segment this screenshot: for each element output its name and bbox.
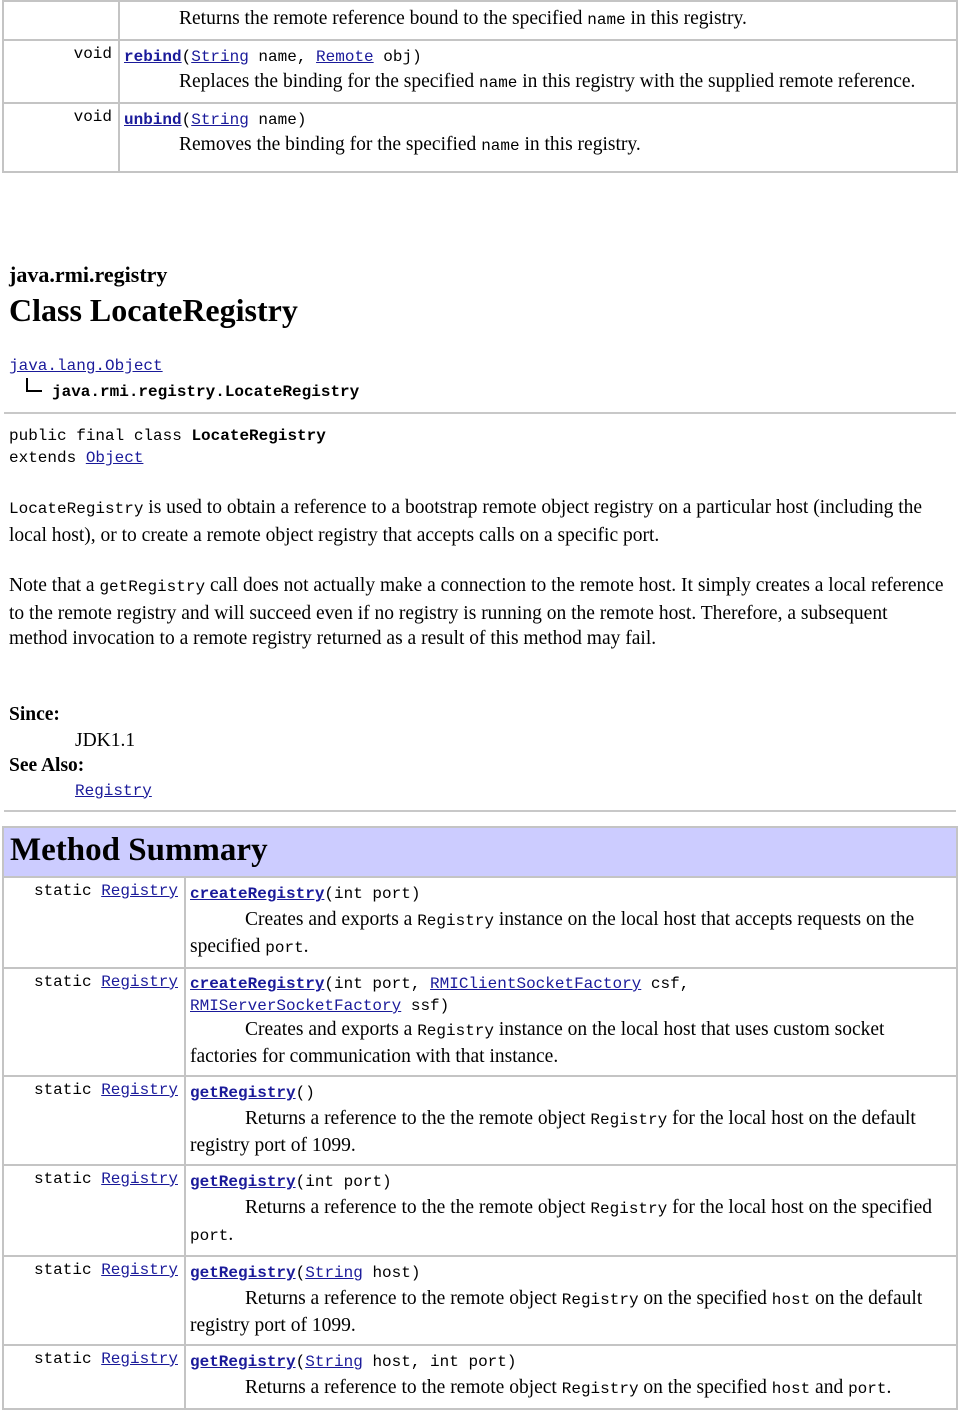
- tree-elbow-icon: [26, 378, 42, 392]
- hierarchy-child-name: LocateRegistry: [224, 383, 360, 401]
- desc-code: Registry: [561, 1291, 639, 1309]
- return-type-link[interactable]: Registry: [101, 1350, 178, 1368]
- return-type-cell: [3, 877, 185, 968]
- desc-text: instance on the local host that accepts requests on the specified: [190, 909, 915, 957]
- decl-text: public final class: [9, 427, 192, 445]
- return-type-cell: [3, 1256, 185, 1345]
- class-hierarchy-child: [26, 378, 359, 401]
- package-name: java.rmi.registry: [9, 262, 168, 287]
- method-cell: [185, 1256, 957, 1345]
- method-link-getregistry[interactable]: getRegistry: [190, 1353, 296, 1371]
- return-type-link[interactable]: Registry: [101, 1261, 178, 1279]
- desc-text: .: [886, 1377, 892, 1398]
- desc-text: Returns the remote reference bound to the specified: [179, 8, 588, 29]
- class-declaration: [9, 425, 326, 469]
- method-description: [190, 1195, 950, 1249]
- static-keyword: static: [33, 882, 102, 900]
- method-cell: [185, 877, 957, 968]
- method-cell: [119, 40, 957, 103]
- method-cell: [119, 1, 957, 40]
- hierarchy-child-package: java.rmi.registry.: [52, 383, 225, 401]
- modifier-text: void: [73, 45, 112, 63]
- see-also-label: See Also:: [9, 755, 85, 776]
- desc-code: port: [265, 939, 304, 957]
- sig-text: ssf): [401, 997, 450, 1015]
- type-link-string[interactable]: String: [191, 111, 249, 129]
- desc-text: Creates and exports a: [245, 909, 418, 930]
- static-keyword: static: [33, 1350, 102, 1368]
- method-link-createregistry[interactable]: createRegistry: [190, 885, 325, 903]
- sig-text: host, int port): [362, 1353, 517, 1371]
- type-link-string[interactable]: String: [305, 1353, 363, 1371]
- modifier-cell: [3, 1, 119, 40]
- method-link-getregistry[interactable]: getRegistry: [190, 1173, 296, 1191]
- desc-code: Registry: [417, 1022, 494, 1040]
- desc-code: Registry: [417, 912, 494, 930]
- return-type-cell: [3, 1345, 185, 1409]
- method-summary-table: [2, 826, 958, 1410]
- desc-text: and: [810, 1377, 849, 1398]
- desc-code: host: [771, 1380, 811, 1398]
- desc-text: Returns a reference to the remote object: [245, 1288, 562, 1309]
- method-description: [124, 69, 950, 96]
- method-link-rebind[interactable]: rebind: [124, 48, 182, 66]
- desc-text: Returns a reference to the the remote object: [245, 1197, 591, 1218]
- sig-text: (: [295, 1353, 306, 1371]
- sig-text: (int port): [295, 1173, 392, 1191]
- type-link-string[interactable]: String: [191, 48, 249, 66]
- return-type-cell: [3, 1165, 185, 1256]
- sig-text: (: [181, 48, 192, 66]
- desc-text: .: [228, 1224, 234, 1245]
- return-type-link[interactable]: Registry: [101, 973, 178, 991]
- static-keyword: static: [33, 1081, 102, 1099]
- desc-text: .: [303, 936, 309, 957]
- sig-text: (): [295, 1084, 315, 1102]
- sig-text: (int port,: [324, 975, 431, 993]
- method-cell: [185, 968, 957, 1076]
- method-cell: [185, 1076, 957, 1165]
- desc-code: port: [190, 1227, 229, 1245]
- method-signature: [124, 108, 950, 132]
- desc-code: LocateRegistry: [9, 500, 144, 518]
- method-description: [190, 907, 950, 961]
- desc-text: Note that a: [9, 575, 100, 596]
- hierarchy-parent-link[interactable]: java.lang.Object: [9, 357, 163, 375]
- return-type-cell: [3, 968, 185, 1076]
- desc-code: getRegistry: [99, 578, 206, 596]
- static-keyword: static: [33, 1170, 102, 1188]
- table-row: [3, 877, 957, 968]
- table-row: [3, 1165, 957, 1256]
- decl-text: extends: [9, 449, 86, 467]
- sig-text: host): [362, 1264, 421, 1282]
- type-link-string[interactable]: String: [305, 1264, 363, 1282]
- modifier-cell: [3, 103, 119, 172]
- table-row: [3, 1076, 957, 1165]
- method-description: [124, 6, 950, 33]
- method-summary-heading: Method Summary: [3, 827, 957, 877]
- desc-text: on the default registry port of 1099.: [190, 1288, 923, 1336]
- desc-code: host: [771, 1291, 811, 1309]
- desc-text: instance on the local host that uses custom socket factories for communication with that instance.: [190, 1019, 885, 1067]
- sig-text: obj): [373, 48, 422, 66]
- class-hierarchy: [9, 354, 163, 378]
- return-type-link[interactable]: Registry: [101, 1081, 178, 1099]
- method-cell: [185, 1345, 957, 1409]
- desc-text: on the specified: [638, 1288, 772, 1309]
- see-also-link[interactable]: Registry: [75, 781, 152, 800]
- method-cell: [185, 1165, 957, 1256]
- desc-text: on the specified: [638, 1377, 772, 1398]
- desc-text: Removes the binding for the specified: [179, 134, 482, 155]
- method-link-getregistry[interactable]: getRegistry: [190, 1264, 296, 1282]
- decl-class-name: LocateRegistry: [191, 427, 326, 445]
- sig-text: (: [295, 1264, 306, 1282]
- return-type-link[interactable]: Registry: [101, 1170, 178, 1188]
- table-row: [3, 1, 957, 40]
- desc-code: name: [478, 74, 518, 92]
- modifier-text: void: [73, 108, 112, 126]
- type-link-rmiserversocketfactory[interactable]: RMIServerSocketFactory: [190, 997, 402, 1015]
- table-row: [3, 40, 957, 103]
- modifier-cell: [3, 40, 119, 103]
- desc-code: Registry: [590, 1200, 668, 1218]
- return-type-cell: [3, 1076, 185, 1165]
- superclass-link[interactable]: Object: [85, 449, 144, 467]
- sig-text: name): [248, 111, 307, 129]
- table-row: [3, 1256, 957, 1345]
- desc-text: Returns a reference to the remote object: [245, 1377, 562, 1398]
- previous-method-summary-table: [2, 0, 958, 173]
- desc-text: call does not actually make a connection to the remote host. It simply creates a local reference to the remote registry and will succeed even if no registry is running on the remote host. Therefore, a subsequent method invocation to a remote registry returned as a result of this method may fail.: [9, 575, 944, 650]
- sig-text: name,: [248, 48, 317, 66]
- desc-text: for the local host on the default registry port of 1099.: [190, 1108, 916, 1156]
- table-row: [3, 968, 957, 1076]
- since-label: Since:: [9, 704, 60, 725]
- method-description: [190, 1106, 950, 1158]
- desc-code: Registry: [590, 1111, 668, 1129]
- static-keyword: static: [33, 973, 102, 991]
- divider: [4, 412, 956, 414]
- method-cell: [119, 103, 957, 172]
- table-row: [3, 1345, 957, 1409]
- since-value: JDK1.1: [75, 729, 136, 751]
- method-link-getregistry[interactable]: getRegistry: [190, 1084, 296, 1102]
- desc-code: name: [587, 11, 626, 29]
- sig-text: (int port): [324, 885, 421, 903]
- desc-text: Replaces the binding for the specified: [179, 71, 479, 92]
- divider: [4, 810, 956, 812]
- return-type-link[interactable]: Registry: [101, 882, 178, 900]
- method-description: [124, 132, 950, 159]
- class-title: Class LocateRegistry: [9, 292, 298, 328]
- method-signature: [124, 45, 950, 69]
- type-link-remote[interactable]: Remote: [316, 48, 374, 66]
- sig-text: csf,: [641, 975, 690, 993]
- desc-text: in this registry.: [519, 134, 641, 155]
- desc-text: in this registry.: [625, 8, 747, 29]
- method-description: [190, 1286, 950, 1338]
- type-link-rmiclientsocketfactory[interactable]: RMIClientSocketFactory: [430, 975, 642, 993]
- table-row: [3, 103, 957, 172]
- sig-text: (: [181, 111, 192, 129]
- desc-code: name: [481, 137, 520, 155]
- desc-text: in this registry with the supplied remote reference.: [517, 71, 916, 92]
- desc-code: Registry: [561, 1380, 639, 1398]
- method-link-unbind[interactable]: unbind: [124, 111, 182, 129]
- desc-text: is used to obtain a reference to a bootstrap remote object registry on a particular host (including the local host), or to create a remote object registry that accepts calls on a specific port.: [9, 497, 923, 546]
- description-paragraph: [9, 495, 944, 548]
- static-keyword: static: [33, 1261, 102, 1279]
- method-link-createregistry[interactable]: createRegistry: [190, 975, 325, 993]
- desc-text: Creates and exports a: [245, 1019, 418, 1040]
- desc-text: for the local host on the specified: [667, 1197, 933, 1218]
- description-paragraph: [9, 573, 944, 652]
- desc-text: Returns a reference to the the remote object: [245, 1108, 591, 1129]
- method-description: [190, 1017, 950, 1069]
- definition-list: [9, 702, 152, 804]
- method-description: [190, 1375, 950, 1402]
- desc-code: port: [848, 1380, 887, 1398]
